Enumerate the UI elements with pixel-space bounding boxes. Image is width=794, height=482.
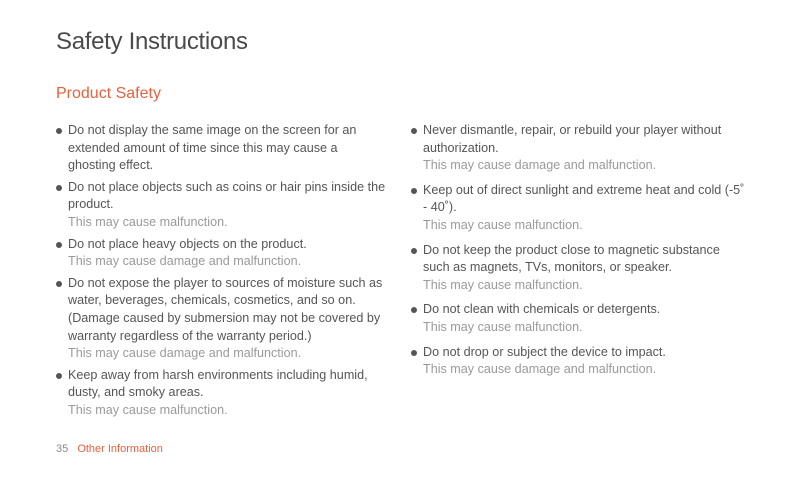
item-note: This may cause malfunction. [68, 214, 228, 229]
item-note: This may cause malfunction. [423, 319, 583, 334]
bullet-icon [56, 185, 62, 191]
bullet-icon [411, 350, 417, 356]
item-note: This may cause damage and malfunction. [68, 346, 302, 361]
item-note: This may cause malfunction. [68, 402, 228, 417]
list-item [411, 182, 746, 235]
item-text: Do not place heavy objects on the product. [68, 236, 307, 251]
item-text: Never dismantle, repair, or rebuild your player without authorization. [423, 123, 722, 155]
item-text: Do not expose the player to sources of moisture such as water, beverages, chemicals, cosmetics, and so on. (Damage caused by submersion may not be covered by warranty regardless of the warranty period.) [68, 275, 383, 343]
bullet-icon [56, 242, 62, 248]
item-text: Do not drop or subject the device to impact. [423, 344, 666, 359]
bullet-icon [56, 281, 62, 287]
list-item [56, 236, 386, 271]
list-item [56, 367, 386, 420]
list-item [56, 122, 386, 175]
list-item [411, 344, 746, 379]
list-item [411, 301, 746, 336]
item-note: This may cause malfunction. [423, 277, 583, 292]
left-column-list [56, 122, 386, 424]
bullet-icon [411, 248, 417, 254]
bullet-icon [56, 128, 62, 134]
bullet-icon [411, 188, 417, 194]
item-text: Do not clean with chemicals or detergents. [423, 302, 661, 317]
item-text: Keep away from harsh environments including humid, dusty, and smoky areas. [68, 367, 368, 400]
item-note: This may cause damage and malfunction. [423, 362, 657, 377]
page-title: Safety Instructions [56, 28, 248, 55]
item-text: Do not display the same image on the screen for an extended amount of time since this may cause a ghosting effect. [68, 123, 357, 173]
section-title: Product Safety [56, 85, 161, 102]
bullet-icon [411, 128, 417, 134]
bullet-icon [56, 373, 62, 379]
list-item [411, 242, 746, 295]
right-column-list [411, 122, 746, 386]
list-item [411, 122, 746, 175]
bullet-icon [411, 307, 417, 313]
item-note: This may cause malfunction. [423, 217, 583, 232]
list-item [56, 275, 386, 363]
item-text: Do not place objects such as coins or hair pins inside the product. [68, 179, 386, 212]
footer-section-label: Other Information [77, 443, 163, 455]
item-text: Do not keep the product close to magnetic substance such as magnets, TVs, monitors, or speaker. [423, 242, 720, 275]
item-text: Keep out of direct sunlight and extreme heat and cold (-5˚ - 40˚). [423, 182, 745, 215]
item-note: This may cause damage and malfunction. [68, 254, 302, 269]
item-note: This may cause damage and malfunction. [423, 158, 657, 173]
page-number: 35 [56, 443, 69, 455]
list-item [56, 179, 386, 232]
page-footer [56, 443, 163, 455]
